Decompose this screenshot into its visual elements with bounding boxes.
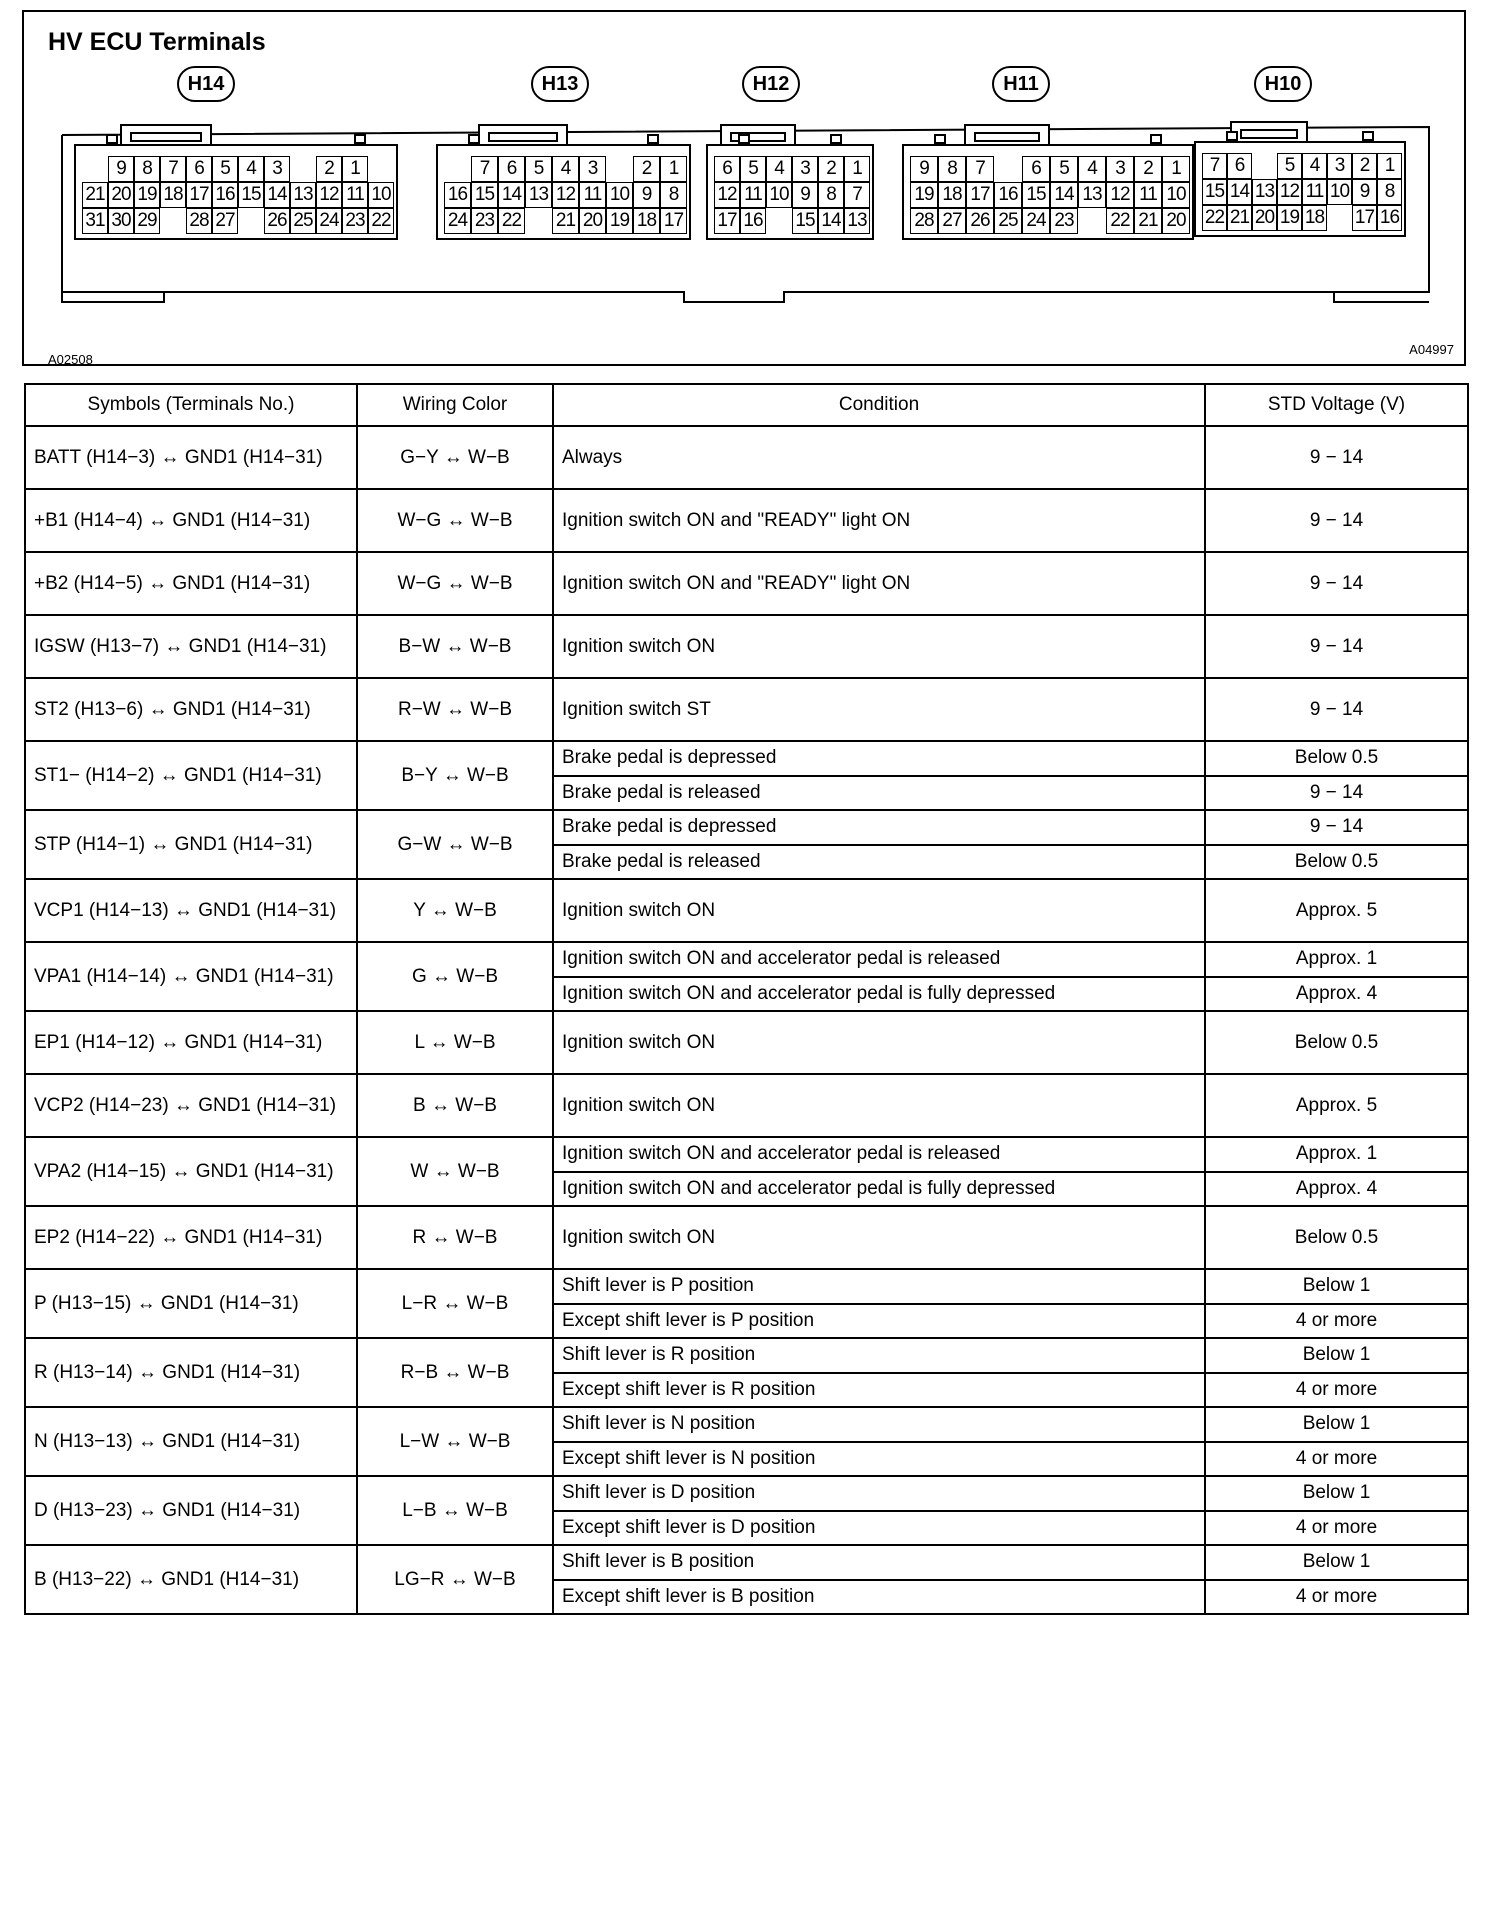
pin: 17: [966, 182, 994, 208]
wiring-color: W ↔ W−B: [357, 1137, 553, 1206]
pin: 10: [1327, 179, 1352, 205]
connector-ear: [738, 134, 750, 144]
wiring-color: G−Y ↔ W−B: [357, 426, 553, 489]
pin: 12: [714, 182, 740, 208]
pin: [238, 208, 264, 234]
table-row: [25, 879, 1468, 942]
table-row: [25, 678, 1468, 741]
pin: 9: [1352, 179, 1377, 205]
pin: 2: [1352, 153, 1377, 179]
wiring-color: B ↔ W−B: [357, 1074, 553, 1137]
table-row: [25, 1407, 1468, 1442]
pin: 25: [290, 208, 316, 234]
connector-ear: [468, 134, 480, 144]
pin: 28: [186, 208, 212, 234]
connector-h11: [902, 144, 1194, 240]
condition: Ignition switch ON: [553, 1074, 1205, 1137]
connector-h12: [706, 144, 874, 240]
condition: Brake pedal is depressed: [553, 741, 1205, 776]
table-row: [25, 1074, 1468, 1137]
condition: Ignition switch ON and "READY" light ON: [553, 552, 1205, 615]
diagram-title: HV ECU Terminals: [48, 28, 266, 56]
pin: 17: [186, 182, 212, 208]
pin: 8: [1377, 179, 1402, 205]
pin: 27: [938, 208, 966, 234]
pin: 24: [1022, 208, 1050, 234]
pin: 7: [471, 156, 498, 182]
pin: 11: [342, 182, 368, 208]
pin: 25: [994, 208, 1022, 234]
figure-code-right: A04997: [1409, 342, 1454, 357]
pin: 20: [1162, 208, 1190, 234]
wiring-color: B−Y ↔ W−B: [357, 741, 553, 810]
connector-ear: [106, 134, 118, 144]
wiring-color: R−B ↔ W−B: [357, 1338, 553, 1407]
wiring-color: R−W ↔ W−B: [357, 678, 553, 741]
std-voltage: Below 0.5: [1205, 741, 1468, 776]
condition: Ignition switch ON and accelerator pedal is fully depressed: [553, 1172, 1205, 1207]
wiring-color: LG−R ↔ W−B: [357, 1545, 553, 1614]
pin: [1252, 153, 1277, 179]
terminal-symbol: D (H13−23) ↔ GND1 (H14−31): [25, 1476, 357, 1545]
std-voltage: Approx. 4: [1205, 977, 1468, 1012]
connector-ear: [1226, 131, 1238, 141]
pin: 10: [606, 182, 633, 208]
pin: 6: [1022, 156, 1050, 182]
std-voltage: Below 1: [1205, 1338, 1468, 1373]
pin: 23: [471, 208, 498, 234]
pin: 28: [910, 208, 938, 234]
condition: Ignition switch ST: [553, 678, 1205, 741]
pin: 14: [498, 182, 525, 208]
condition: Shift lever is R position: [553, 1338, 1205, 1373]
pin: 30: [108, 208, 134, 234]
pin: 14: [818, 208, 844, 234]
std-voltage: Below 0.5: [1205, 1206, 1468, 1269]
pin: 4: [552, 156, 579, 182]
wiring-color: L ↔ W−B: [357, 1011, 553, 1074]
pin: [994, 156, 1022, 182]
pin: 3: [1327, 153, 1352, 179]
connector-ear: [830, 134, 842, 144]
pin: [606, 156, 633, 182]
table-row: [25, 942, 1468, 977]
std-voltage: Approx. 1: [1205, 942, 1468, 977]
pin: 16: [444, 182, 471, 208]
condition: Ignition switch ON and accelerator pedal is released: [553, 1137, 1205, 1172]
pin: 8: [938, 156, 966, 182]
pin: 20: [108, 182, 134, 208]
pin: 18: [633, 208, 660, 234]
pin: 11: [740, 182, 766, 208]
pin: 26: [966, 208, 994, 234]
pin: 7: [1202, 153, 1227, 179]
pin: 7: [160, 156, 186, 182]
pin: 1: [1162, 156, 1190, 182]
connector-ear: [354, 134, 366, 144]
pin: 6: [714, 156, 740, 182]
pin: 3: [792, 156, 818, 182]
pin: 18: [938, 182, 966, 208]
table-row: [25, 1269, 1468, 1304]
pin: 13: [525, 182, 552, 208]
condition: Except shift lever is D position: [553, 1511, 1205, 1546]
pin: 2: [316, 156, 342, 182]
pin-grid: [1202, 153, 1402, 231]
terminal-symbol: STP (H14−1) ↔ GND1 (H14−31): [25, 810, 357, 879]
pin: [1327, 205, 1352, 231]
pin: 29: [134, 208, 160, 234]
wiring-color: R ↔ W−B: [357, 1206, 553, 1269]
connector-ear: [1362, 131, 1374, 141]
pin: 11: [579, 182, 606, 208]
condition: Except shift lever is B position: [553, 1580, 1205, 1615]
pin: 7: [966, 156, 994, 182]
pin: 5: [525, 156, 552, 182]
pin: 4: [1078, 156, 1106, 182]
pin: 11: [1134, 182, 1162, 208]
table-row: [25, 810, 1468, 845]
pin: 2: [818, 156, 844, 182]
terminal-symbol: VCP1 (H14−13) ↔ GND1 (H14−31): [25, 879, 357, 942]
pin: 1: [844, 156, 870, 182]
pin: 14: [1050, 182, 1078, 208]
header-condition: Condition: [553, 384, 1205, 426]
pin: 1: [342, 156, 368, 182]
pin: 6: [1227, 153, 1252, 179]
pin: 12: [552, 182, 579, 208]
pin: 16: [212, 182, 238, 208]
condition: Ignition switch ON and "READY" light ON: [553, 489, 1205, 552]
condition: Brake pedal is depressed: [553, 810, 1205, 845]
condition: Brake pedal is released: [553, 845, 1205, 880]
std-voltage: 4 or more: [1205, 1580, 1468, 1615]
terminal-symbol: VPA1 (H14−14) ↔ GND1 (H14−31): [25, 942, 357, 1011]
terminal-symbol: ST2 (H13−6) ↔ GND1 (H14−31): [25, 678, 357, 741]
pin: 9: [633, 182, 660, 208]
pin-grid: [82, 156, 394, 234]
pin: 17: [660, 208, 687, 234]
condition: Except shift lever is N position: [553, 1442, 1205, 1477]
std-voltage: 9 − 14: [1205, 489, 1468, 552]
condition: Ignition switch ON: [553, 1206, 1205, 1269]
condition: Ignition switch ON and accelerator pedal is fully depressed: [553, 977, 1205, 1012]
connector-label-h11: H11: [992, 66, 1050, 102]
pin: 23: [1050, 208, 1078, 234]
table-row: [25, 489, 1468, 552]
pin: 9: [108, 156, 134, 182]
terminal-symbol: VPA2 (H14−15) ↔ GND1 (H14−31): [25, 1137, 357, 1206]
pin: [525, 208, 552, 234]
pin: 6: [186, 156, 212, 182]
pin: 4: [1302, 153, 1327, 179]
pin: 12: [1277, 179, 1302, 205]
pin: 22: [498, 208, 525, 234]
pin: 15: [471, 182, 498, 208]
std-voltage: Below 1: [1205, 1545, 1468, 1580]
wiring-color: W−G ↔ W−B: [357, 489, 553, 552]
wiring-color: L−W ↔ W−B: [357, 1407, 553, 1476]
terminal-symbol: N (H13−13) ↔ GND1 (H14−31): [25, 1407, 357, 1476]
std-voltage: Approx. 1: [1205, 1137, 1468, 1172]
connector-h14: [74, 144, 398, 240]
terminal-symbol: R (H13−14) ↔ GND1 (H14−31): [25, 1338, 357, 1407]
pin: 17: [714, 208, 740, 234]
pin: 9: [910, 156, 938, 182]
std-voltage: 4 or more: [1205, 1511, 1468, 1546]
pin: 19: [134, 182, 160, 208]
condition: Shift lever is N position: [553, 1407, 1205, 1442]
std-voltage: Below 1: [1205, 1269, 1468, 1304]
pin-grid: [714, 156, 870, 234]
terminal-symbol: IGSW (H13−7) ↔ GND1 (H14−31): [25, 615, 357, 678]
connector-label-h14: H14: [177, 66, 235, 102]
pin: 19: [1277, 205, 1302, 231]
condition: Except shift lever is R position: [553, 1373, 1205, 1408]
std-voltage: 4 or more: [1205, 1373, 1468, 1408]
pin: 17: [1352, 205, 1377, 231]
table-row: [25, 615, 1468, 678]
pin: 5: [1050, 156, 1078, 182]
std-voltage: 4 or more: [1205, 1442, 1468, 1477]
pin: 20: [1252, 205, 1277, 231]
condition: Ignition switch ON: [553, 1011, 1205, 1074]
condition: Shift lever is P position: [553, 1269, 1205, 1304]
pin: 5: [1277, 153, 1302, 179]
pin: [1078, 208, 1106, 234]
terminal-symbol: +B1 (H14−4) ↔ GND1 (H14−31): [25, 489, 357, 552]
std-voltage: 9 − 14: [1205, 776, 1468, 811]
pin: 5: [740, 156, 766, 182]
std-voltage: 9 − 14: [1205, 552, 1468, 615]
pin: 13: [844, 208, 870, 234]
std-voltage: Below 0.5: [1205, 1011, 1468, 1074]
pin: 26: [264, 208, 290, 234]
pin: 1: [1377, 153, 1402, 179]
pin: 11: [1302, 179, 1327, 205]
pin: 22: [1106, 208, 1134, 234]
table-row: [25, 1476, 1468, 1511]
condition: Ignition switch ON: [553, 879, 1205, 942]
pin: 19: [910, 182, 938, 208]
connector-label-h10: H10: [1254, 66, 1312, 102]
std-voltage: Approx. 4: [1205, 1172, 1468, 1207]
pin: 16: [1377, 205, 1402, 231]
connector-label-h13: H13: [531, 66, 589, 102]
header-wiring-color: Wiring Color: [357, 384, 553, 426]
terminal-symbol: +B2 (H14−5) ↔ GND1 (H14−31): [25, 552, 357, 615]
pin: 21: [82, 182, 108, 208]
table-row: [25, 1137, 1468, 1172]
pin: 2: [633, 156, 660, 182]
pin: 27: [212, 208, 238, 234]
condition: Ignition switch ON and accelerator pedal is released: [553, 942, 1205, 977]
std-voltage: 9 − 14: [1205, 615, 1468, 678]
pin: 21: [1134, 208, 1162, 234]
pin: 12: [316, 182, 342, 208]
wiring-color: L−B ↔ W−B: [357, 1476, 553, 1545]
pin: 5: [212, 156, 238, 182]
terminal-symbol: P (H13−15) ↔ GND1 (H14−31): [25, 1269, 357, 1338]
std-voltage: Approx. 5: [1205, 879, 1468, 942]
header-std-voltage: STD Voltage (V): [1205, 384, 1468, 426]
pin: 15: [1022, 182, 1050, 208]
condition: Shift lever is D position: [553, 1476, 1205, 1511]
pin: 16: [994, 182, 1022, 208]
table-header-row: [25, 384, 1468, 426]
connector-h10: [1194, 141, 1406, 237]
pin: 4: [766, 156, 792, 182]
pin: 21: [552, 208, 579, 234]
pin: 12: [1106, 182, 1134, 208]
connector-label-h12: H12: [742, 66, 800, 102]
terminal-symbol: ST1− (H14−2) ↔ GND1 (H14−31): [25, 741, 357, 810]
pin: 24: [444, 208, 471, 234]
pin: 2: [1134, 156, 1162, 182]
pin: 10: [368, 182, 394, 208]
pin: 14: [264, 182, 290, 208]
wiring-color: G−W ↔ W−B: [357, 810, 553, 879]
pin: 15: [1202, 179, 1227, 205]
table-row: [25, 426, 1468, 489]
table-row: [25, 1206, 1468, 1269]
table-row: [25, 741, 1468, 776]
pin: [368, 156, 394, 182]
pin: 18: [160, 182, 186, 208]
terminal-symbol: VCP2 (H14−23) ↔ GND1 (H14−31): [25, 1074, 357, 1137]
condition: Brake pedal is released: [553, 776, 1205, 811]
connector-h13: [436, 144, 691, 240]
table-row: [25, 1338, 1468, 1373]
pin: 3: [264, 156, 290, 182]
pin: 13: [290, 182, 316, 208]
std-voltage: Below 1: [1205, 1407, 1468, 1442]
condition: Ignition switch ON: [553, 615, 1205, 678]
pin: 3: [1106, 156, 1134, 182]
pin: 6: [498, 156, 525, 182]
pin: 14: [1227, 179, 1252, 205]
pin: 9: [792, 182, 818, 208]
std-voltage: 9 − 14: [1205, 810, 1468, 845]
pin: 1: [660, 156, 687, 182]
pin: [766, 208, 792, 234]
pin: 7: [844, 182, 870, 208]
terminal-symbol: BATT (H14−3) ↔ GND1 (H14−31): [25, 426, 357, 489]
pin: [290, 156, 316, 182]
terminal-symbol: EP1 (H14−12) ↔ GND1 (H14−31): [25, 1011, 357, 1074]
std-voltage: 4 or more: [1205, 1304, 1468, 1339]
header-symbols: Symbols (Terminals No.): [25, 384, 357, 426]
std-voltage: Below 1: [1205, 1476, 1468, 1511]
pin: 3: [579, 156, 606, 182]
std-voltage: Approx. 5: [1205, 1074, 1468, 1137]
pin: 20: [579, 208, 606, 234]
pin: 13: [1252, 179, 1277, 205]
pin: 4: [238, 156, 264, 182]
connector-diagram: [22, 10, 1466, 366]
pin: 22: [1202, 205, 1227, 231]
pin: 18: [1302, 205, 1327, 231]
terminal-symbol: B (H13−22) ↔ GND1 (H14−31): [25, 1545, 357, 1614]
terminal-voltage-table: [24, 383, 1469, 1615]
pin: 8: [818, 182, 844, 208]
pin: 19: [606, 208, 633, 234]
wiring-color: W−G ↔ W−B: [357, 552, 553, 615]
connector-ear: [1150, 134, 1162, 144]
pin: 13: [1078, 182, 1106, 208]
pin: 16: [740, 208, 766, 234]
connector-ear: [647, 134, 659, 144]
pin: 21: [1227, 205, 1252, 231]
connector-ear: [934, 134, 946, 144]
pin: 22: [368, 208, 394, 234]
pin: 10: [1162, 182, 1190, 208]
pin: 15: [238, 182, 264, 208]
table-row: [25, 1545, 1468, 1580]
pin: 10: [766, 182, 792, 208]
wiring-color: G ↔ W−B: [357, 942, 553, 1011]
terminal-symbol: EP2 (H14−22) ↔ GND1 (H14−31): [25, 1206, 357, 1269]
pin: 31: [82, 208, 108, 234]
pin: 8: [660, 182, 687, 208]
pin: 23: [342, 208, 368, 234]
pin: [444, 156, 471, 182]
pin: [160, 208, 186, 234]
wiring-color: B−W ↔ W−B: [357, 615, 553, 678]
condition: Shift lever is B position: [553, 1545, 1205, 1580]
pin: 24: [316, 208, 342, 234]
pin-grid: [910, 156, 1190, 234]
pin-grid: [444, 156, 687, 234]
wiring-color: Y ↔ W−B: [357, 879, 553, 942]
pin: 8: [134, 156, 160, 182]
pin: [82, 156, 108, 182]
table-row: [25, 1011, 1468, 1074]
condition: Except shift lever is P position: [553, 1304, 1205, 1339]
std-voltage: 9 − 14: [1205, 426, 1468, 489]
pin: 15: [792, 208, 818, 234]
std-voltage: 9 − 14: [1205, 678, 1468, 741]
wiring-color: L−R ↔ W−B: [357, 1269, 553, 1338]
condition: Always: [553, 426, 1205, 489]
table-row: [25, 552, 1468, 615]
std-voltage: Below 0.5: [1205, 845, 1468, 880]
figure-code-left: A02508: [48, 352, 93, 367]
